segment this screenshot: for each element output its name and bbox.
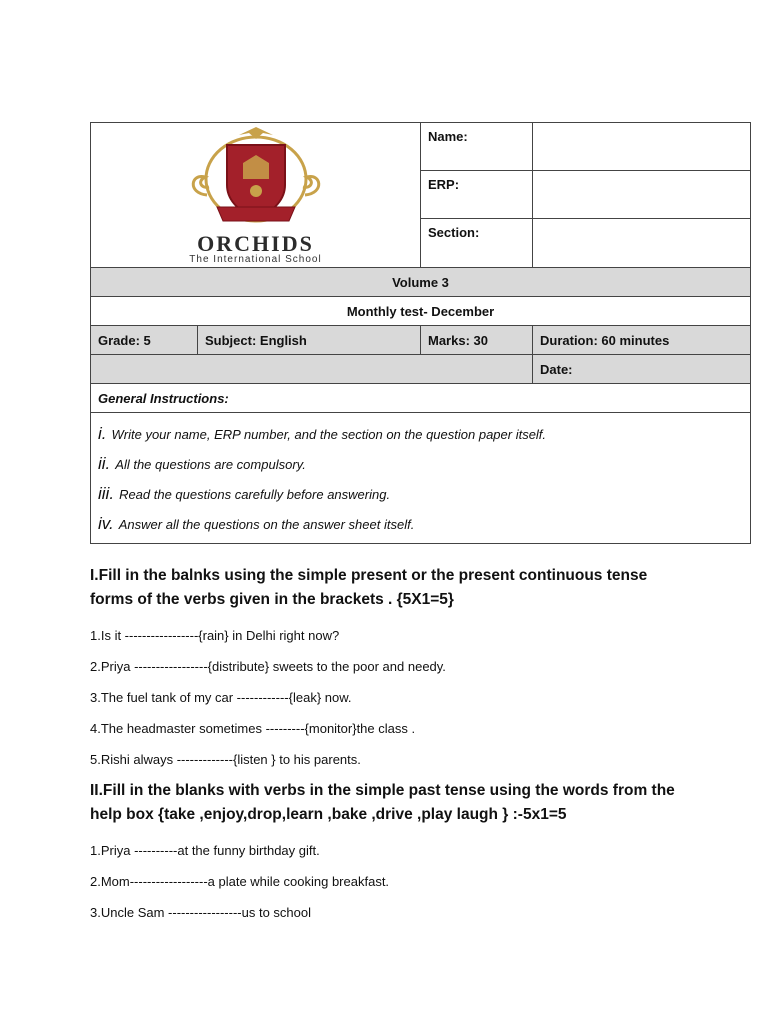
test-title: Monthly test- December <box>91 297 751 326</box>
section-1-questions <box>90 620 730 775</box>
exam-header-table <box>90 122 751 544</box>
instruction-numeral: ii. <box>98 454 111 473</box>
subject-cell: Subject: English <box>198 326 421 355</box>
section-2-heading-line1: II.Fill in the blanks with verbs in the simple past tense using the words from the <box>90 782 675 799</box>
question-item: 3.The fuel tank of my car ------------{leak} now. <box>90 689 352 705</box>
question-item: 1.Is it -----------------{rain} in Delhi right now? <box>90 627 340 643</box>
question-item: 2.Mom------------------a plate while cooking breakfast. <box>90 873 390 889</box>
instructions-list-cell <box>91 413 751 544</box>
duration-cell: Duration: 60 minutes <box>533 326 751 355</box>
section-1 <box>90 564 730 775</box>
instruction-item <box>98 479 743 509</box>
section-2-questions <box>90 835 730 928</box>
grade-cell: Grade: 5 <box>91 326 198 355</box>
school-name: ORCHIDS <box>197 231 314 256</box>
instruction-item <box>98 509 743 539</box>
section-1-heading-line2: forms of the verbs given in the brackets . {5X1=5} <box>90 591 454 608</box>
school-logo-cell <box>91 123 421 268</box>
instruction-text: Answer all the questions on the answer sheet itself. <box>118 517 415 532</box>
instruction-numeral: iv. <box>98 514 114 533</box>
instruction-text: Read the questions carefully before answering. <box>119 487 391 502</box>
date-label[interactable]: Date: <box>533 355 751 384</box>
section-label: Section: <box>421 219 533 268</box>
instruction-text: All the questions are compulsory. <box>115 457 306 472</box>
school-crest-icon <box>147 123 365 231</box>
instructions-list <box>91 413 750 543</box>
section-1-heading-line1: I.Fill in the balnks using the simple present or the present continuous tense <box>90 567 648 584</box>
erp-field[interactable] <box>533 171 751 219</box>
question-item: 4.The headmaster sometimes ---------{monitor}the class . <box>90 720 416 736</box>
school-tagline: The International School <box>189 254 322 265</box>
section-2-heading-line2: help box {take ,enjoy,drop,learn ,bake ,drive ,play laugh } :-5x1=5 <box>90 806 567 823</box>
erp-label: ERP: <box>421 171 533 219</box>
blank-cell <box>91 355 533 384</box>
name-label: Name: <box>421 123 533 171</box>
questions-body <box>90 564 730 932</box>
question-item: 5.Rishi always -------------{listen } to his parents. <box>90 751 361 767</box>
question-item: 3.Uncle Sam -----------------us to school <box>90 904 311 920</box>
marks-cell: Marks: 30 <box>421 326 533 355</box>
school-logo <box>147 123 365 267</box>
instructions-heading: General Instructions: <box>91 384 751 413</box>
section-2 <box>90 779 730 928</box>
instruction-numeral: iii. <box>98 484 115 503</box>
section-field[interactable] <box>533 219 751 268</box>
instruction-numeral: i. <box>98 424 107 443</box>
question-item: 2.Priya -----------------{distribute} sweets to the poor and needy. <box>90 658 446 674</box>
question-item: 1.Priya ----------at the funny birthday gift. <box>90 842 320 858</box>
name-field[interactable] <box>533 123 751 171</box>
instruction-item <box>98 419 743 449</box>
instruction-item <box>98 449 743 479</box>
instruction-text: Write your name, ERP number, and the section on the question paper itself. <box>111 427 547 442</box>
volume-title: Volume 3 <box>91 268 751 297</box>
